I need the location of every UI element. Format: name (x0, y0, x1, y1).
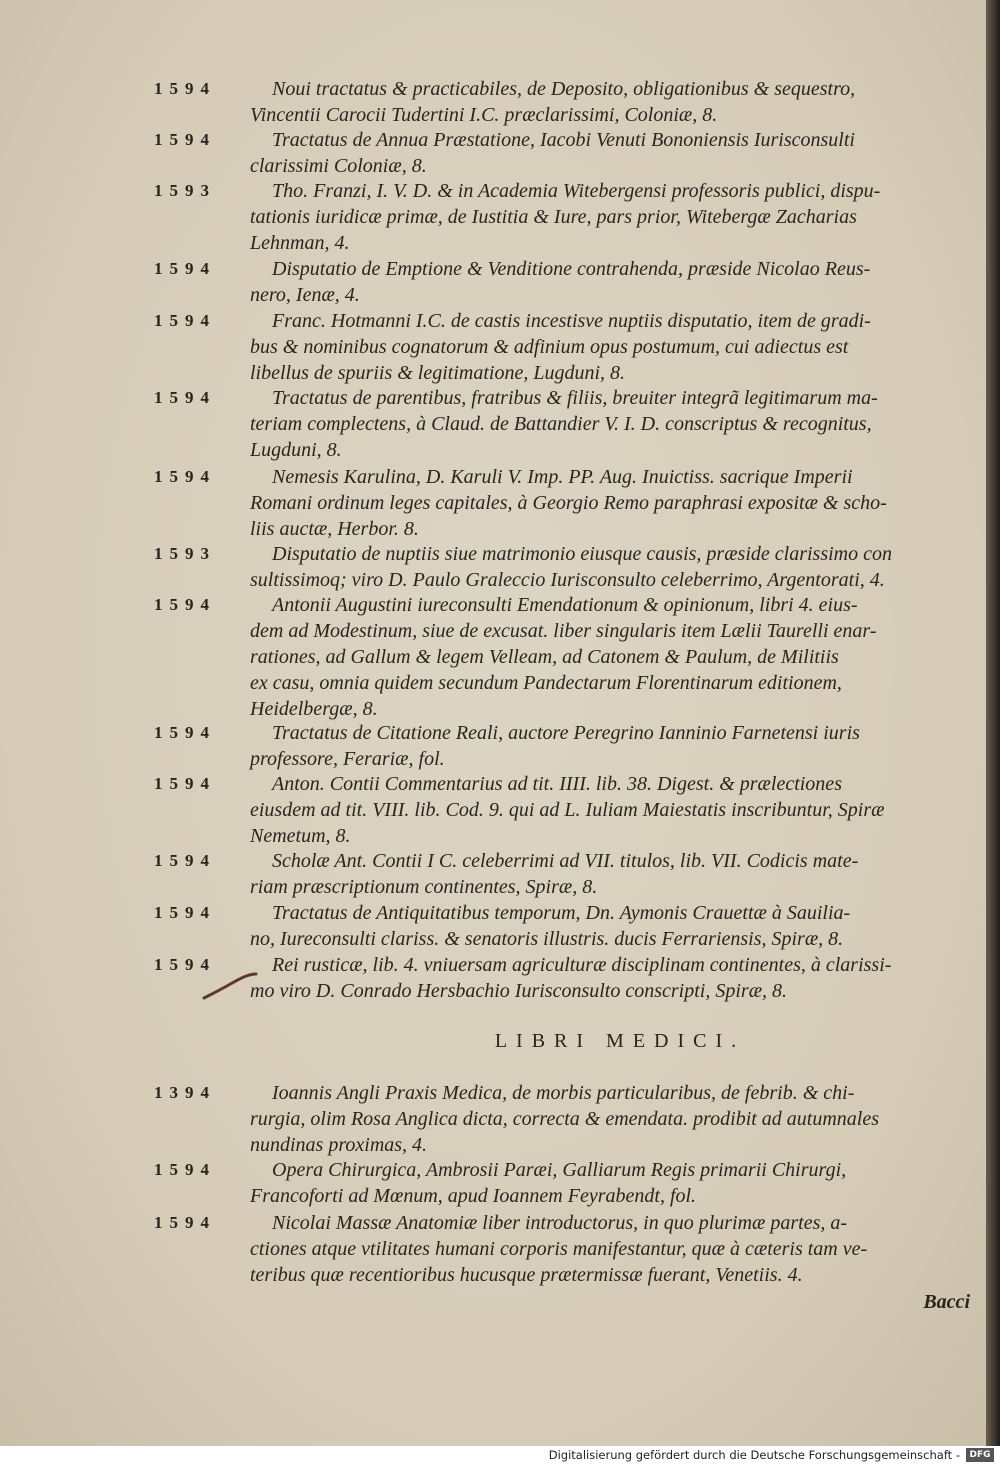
entry-line: Tractatus de Citatione Reali, auctore Peregrino Ianninio Farnetensi iuris (272, 722, 860, 744)
entry-year: 1594 (154, 388, 216, 407)
entry-line: sultissimoq; viro D. Paulo Graleccio Iurisconsulto celeberrimo, Argentorati, 4. (250, 569, 885, 591)
entry-line: Anton. Contii Commentarius ad tit. IIII. lib. 38. Digest. & prælectiones (272, 773, 842, 795)
entry-year: 1394 (154, 1083, 216, 1102)
catchword: Bacci (923, 1291, 970, 1313)
entry-year: 1594 (154, 1160, 216, 1179)
entry-line: Nemetum, 8. (250, 825, 351, 847)
entry-line: mo viro D. Conrado Hersbachio Iurisconsulto conscripti, Spiræ, 8. (250, 980, 788, 1002)
dfg-logo-icon: DFG (966, 1448, 994, 1462)
entry-line: ex casu, omnia quidem secundum Pandectarum Florentinarum editionem, (250, 672, 842, 694)
entry-year: 1594 (154, 467, 216, 486)
entry-line: eiusdem ad tit. VIII. lib. Cod. 9. qui ad L. Iuliam Maiestatis inscribuntur, Spiræ (250, 799, 885, 821)
book-binding-edge (986, 0, 1000, 1446)
entry-line: Vincentii Carocii Tudertini I.C. præclarissimi, Coloniæ, 8. (250, 104, 718, 126)
entry-year: 1594 (154, 311, 216, 330)
entry-line: Nemesis Karulina, D. Karuli V. Imp. PP. Aug. Inuictiss. sacrique Imperii (272, 466, 853, 488)
entry-year: 1594 (154, 774, 216, 793)
entry-year: 1594 (154, 955, 216, 974)
ink-mark-icon (200, 972, 260, 1002)
entry-line: Opera Chirurgica, Ambrosii Paræi, Galliarum Regis primarii Chirurgi, (272, 1159, 847, 1181)
entry-line: Lehnman, 4. (250, 232, 350, 254)
entry-year: 1594 (154, 851, 216, 870)
entry-line: bus & nominibus cognatorum & adfinium opus postumum, cui adiectus est (250, 336, 849, 358)
entry-line: rurgia, olim Rosa Anglica dicta, correcta & emendata. prodibit ad autumnales (250, 1108, 880, 1130)
entry-line: rationes, ad Gallum & legem Velleam, ad Catonem & Paulum, de Militiis (250, 646, 839, 668)
entry-year: 1594 (154, 79, 216, 98)
entry-line: Lugduni, 8. (250, 439, 342, 461)
entry-year: 1593 (154, 181, 216, 200)
entry-year: 1594 (154, 1213, 216, 1232)
entry-line: Noui tractatus & practicabiles, de Deposito, obligationibus & sequestro, (272, 78, 856, 100)
entry-line: Tho. Franzi, I. V. D. & in Academia Witebergensi professoris publici, dispu- (272, 180, 881, 202)
entry-line: ctiones atque vtilitates humani corporis manifestantur, quæ à cæteris tam ve- (250, 1238, 868, 1260)
entry-line: Antonii Augustini iureconsulti Emendationum & opinionum, libri 4. eius- (272, 594, 858, 616)
section-title: LIBRI MEDICI. (494, 1030, 746, 1052)
entry-line: Ioannis Angli Praxis Medica, de morbis particularibus, de febrib. & chi- (272, 1082, 855, 1104)
entry-line: Scholæ Ant. Contii I C. celeberrimi ad VII. titulos, lib. VII. Codicis mate- (272, 850, 859, 872)
entry-line: Heidelbergæ, 8. (250, 698, 378, 720)
entry-year: 1593 (154, 544, 216, 563)
entry-year: 1594 (154, 903, 216, 922)
entry-year: 1594 (154, 595, 216, 614)
entry-line: nero, Ienæ, 4. (250, 284, 360, 306)
entry-line: Rei rusticæ, lib. 4. vniuersam agriculturæ disciplinam continentes, à clarissi- (272, 954, 892, 976)
entry-line: clarissimi Coloniæ, 8. (250, 155, 427, 177)
entry-line: nundinas proximas, 4. (250, 1134, 428, 1156)
entry-line: Disputatio de Emptione & Venditione contrahenda, præside Nicolao Reus- (272, 258, 871, 280)
entry-line: Tractatus de parentibus, fratribus & filiis, breuiter integrã legitimarum ma- (272, 387, 878, 409)
entry-year: 1594 (154, 723, 216, 742)
entry-line: professore, Ferariæ, fol. (250, 748, 445, 770)
entry-line: teribus quæ recentioribus hucusque prætermissæ fuerant, Venetiis. 4. (250, 1264, 803, 1286)
entry-year: 1594 (154, 259, 216, 278)
entry-line: dem ad Modestinum, siue de excusat. liber singularis item Lælii Taurelli enar- (250, 620, 877, 642)
entry-line: Franc. Hotmanni I.C. de castis incestisve nuptiis disputatio, item de gradi- (272, 310, 871, 332)
entry-line: tationis iuridicæ primæ, de Iustitia & Iure, pars prior, Witebergæ Zacharias (250, 206, 857, 228)
entry-line: no, Iureconsulti clariss. & senatoris illustris. ducis Ferrariensis, Spiræ, 8. (250, 928, 844, 950)
entry-line: Tractatus de Annua Præstatione, Iacobi Venuti Bononiensis Iurisconsulti (272, 129, 855, 151)
entry-line: libellus de spuriis & legitimatione, Lugduni, 8. (250, 362, 625, 384)
entry-line: Nicolai Massæ Anatomiæ liber introductorus, in quo plurimæ partes, a- (272, 1212, 848, 1234)
entry-line: Francoforti ad Mœnum, apud Ioannem Feyrabendt, fol. (250, 1185, 697, 1207)
footer-bar (0, 1446, 1000, 1465)
entry-year: 1594 (154, 130, 216, 149)
entry-line: Tractatus de Antiquitatibus temporum, Dn. Aymonis Crauettæ à Sauilia- (272, 902, 851, 924)
entry-line: Romani ordinum leges capitales, à Georgio Remo paraphrasi expositæ & scho- (250, 492, 887, 514)
entry-line: Disputatio de nuptiis siue matrimonio eiusque causis, præside clarissimo con (272, 543, 892, 565)
entry-line: riam præscriptionum continentes, Spiræ, 8. (250, 876, 598, 898)
entry-line: teriam complectens, à Claud. de Battandier V. I. D. conscriptus & recognitus, (250, 413, 872, 435)
footer-credit: Digitalisierung gefördert durch die Deutsche Forschungsgemeinschaft - (548, 1448, 960, 1462)
entry-line: liis auctæ, Herbor. 8. (250, 518, 419, 540)
